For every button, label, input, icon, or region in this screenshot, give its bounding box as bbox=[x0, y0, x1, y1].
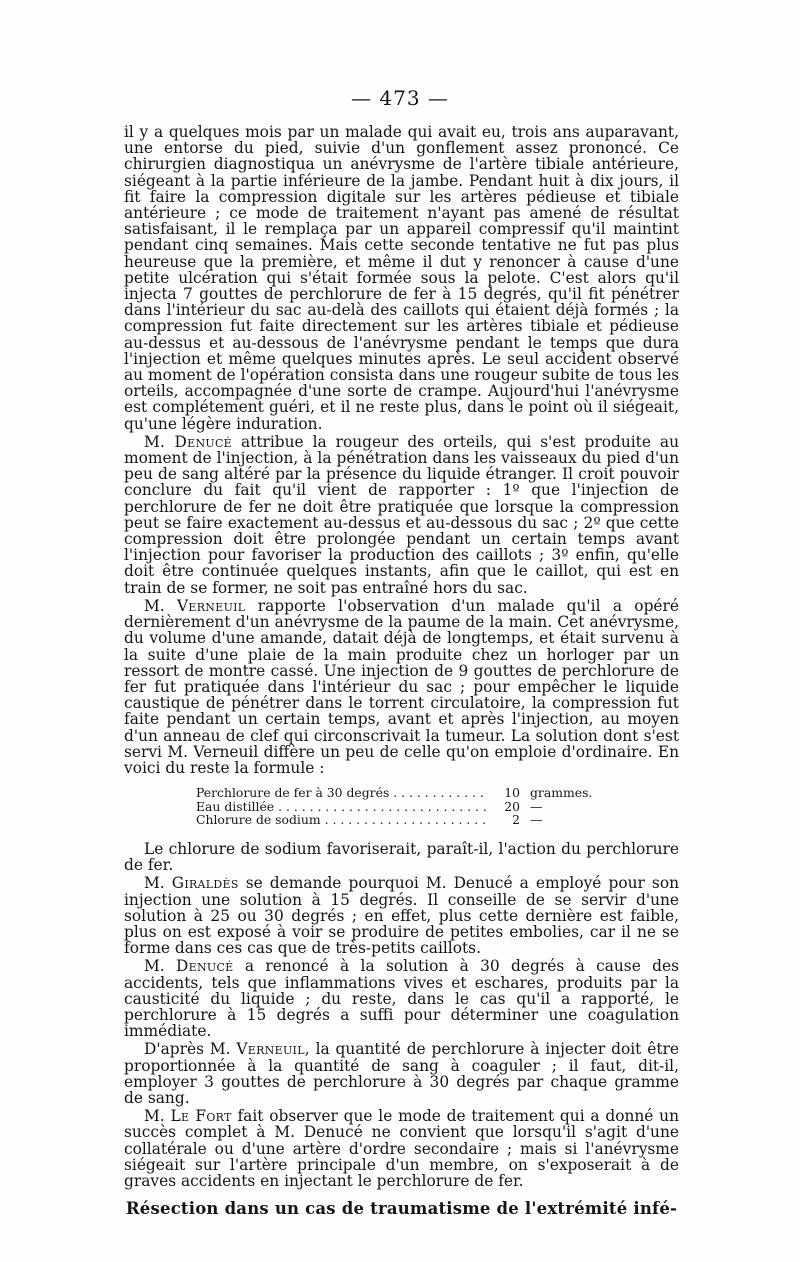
formula-unit: grammes. bbox=[530, 785, 593, 801]
speaker-name: Verneuil bbox=[236, 1040, 305, 1059]
paragraph-text: a renoncé à la solution à 30 degrés à cause des accidents, tels que inflammations vives et eschares, produits par la causticité du liquide ; du reste, dans le cas qu'il a rapporté, le perchlorure à 15 degrés a suffi pour déterminer une coagulation immédiate. bbox=[124, 957, 680, 1041]
speaker-name: Denucé bbox=[176, 957, 234, 976]
formula-ingredient: Perchlorure de fer à 30 degrés . . . bbox=[196, 786, 486, 800]
paragraph-sodium-chloride: Le chlorure de sodium favoriserait, paraît-il, l'action du perchlorure de fer. bbox=[124, 839, 679, 875]
paragraph-text: se demande pourquoi M. Denucé a employé pour son injection une solution à 15 degrés. Il conseille de se servir d'une solution à 25 ou 30 degrés ; en effet, plus cette dernière est faible, plus on est exposé à voir se produire de petites embolies, car il ne se forme dans ces cas que de très-petits caillots. bbox=[124, 874, 679, 958]
paragraph-text: fait observer que le mode de traitement qui a donné un succès complet à M. Denucé ne convient que lorsqu'il s'agit d'une collatérale ou d'une artère d'ordre secondaire ; mais si l'anévrysme siégeait sur l'artère principale d'un membre, on s'exposerait à de graves accidents en injectant le perchlorure de fer. bbox=[124, 1107, 679, 1190]
formula-quantity: 2 bbox=[512, 812, 520, 828]
formula-table bbox=[196, 786, 616, 827]
paragraph-verneuil-observation bbox=[124, 598, 679, 776]
speaker-prefix: M. bbox=[144, 596, 177, 615]
formula-row bbox=[196, 800, 616, 814]
paragraph-denuce-conclusion bbox=[124, 434, 679, 596]
paragraph-le-fort-remark bbox=[124, 1108, 679, 1189]
formula-ingredient: Eau distillée . . . bbox=[196, 800, 486, 814]
paragraph-text: attribue la rougeur des orteils, qui s'est produite au moment de l'injection, à la pénétration dans les vaisseaux du pied d'un peu de sang altéré par la présence du liquide étranger. Il croit pouvoir conclure du fait qu'il vient de rapporter : 1º que l'injection de perchlorure de fer ne doit être pratiquée que lorsque la compression peut se faire exactement au-dessus et au-dessous du sac ; 2º que cette compression doit être prolongée pendant un certain temps avant l'injection pour favoriser la production des caillots ; 3º enfin, qu'elle doit être continuée quelques instants, afin que le caillot, qui est en train de se former, ne soit pas entraîné hors du sac. bbox=[124, 432, 679, 597]
speaker-name: Le Fort bbox=[170, 1107, 232, 1126]
paragraph-text: rapporte l'observation d'un malade qu'il a opéré dernièrement d'un anévrysme de la paume de la main. Cet anévrysme, du volume d'une amande, datait déjà de longtemps, et était survenu à la suite d'une plaie de la main produite chez un horloger par un ressort de montre cassé. Une injection de 9 gouttes de perchlorure de fer fut pratiquée dans l'intérieur du sac ; pour empêcher le liquide caustique de pénétrer dans le torrent circulatoire, la compression fut faite pendant un certain temps, avant et après l'injection, au moyen d'un anneau de clef qui circonscrivait la tumeur. La solution dont s'est servi M. Verneuil diffère un peu de celle qu'on emploie d'ordinaire. En voici du reste la formule : bbox=[124, 596, 680, 777]
section-heading: Résection dans un cas de traumatisme de l'extrémité infé- bbox=[125, 1199, 678, 1219]
formula-quantity: 20 bbox=[504, 798, 520, 814]
formula-row bbox=[196, 786, 616, 800]
paragraph-verneuil-quantity bbox=[124, 1041, 679, 1106]
formula-quantity: 10 bbox=[504, 785, 520, 801]
paragraph-continued: il y a quelques mois par un malade qui avait eu, trois ans auparavant, une entorse du pied, suivie d'un gonflement assez prononcé. Ce chirurgien diagnostiqua un anévrysme de l'artère tibiale antérieure, siégeant à la partie inférieure de la jambe. Pendant huit à dix jours, il fit faire la compression digitale sur les artères pédieuse et tibiale antérieure ; ce mode de traitement n'ayant pas amené de résultat satisfaisant, il le remplaça par un appareil compressif qu'il maintint pendant cinq semaines. Mais cette seconde tentative ne fut pas plus heureuse que la première, et même il dut y renoncer à cause d'une petite ulcération qui s'était formée sous la pelote. C'est alors qu'il injecta 7 gouttes de perchlorure de fer à 15 degrés, qu'il fit pénétrer dans l'intérieur du sac au-delà des caillots qui étaient déjà formés ; la compression fut faite directement sur les artères tibiale et pédieuse au-dessus et au-dessous de l'anévrysme pendant le temps que dura l'injection et même quelques minutes après. Le seul accident observé au moment de l'opération consista dans une rougeur subite de tous les orteils, accompagnée d'une sorte de crampe. Aujourd'hui l'anévrysme est complétement guéri, et il ne reste plus, dans le point où il siégeait, qu'une légère induration. bbox=[124, 123, 679, 433]
speaker-name: Giraldès bbox=[171, 874, 239, 893]
paragraph-giraldes-question bbox=[124, 875, 679, 956]
page-number: — 473 — bbox=[351, 86, 449, 110]
formula-unit: — bbox=[530, 812, 543, 828]
speaker-prefix: D'après M. bbox=[144, 1040, 237, 1059]
formula-row bbox=[196, 813, 616, 827]
paragraph-text: , la quantité de perchlorure à injecter doit être proportionnée à la quantité de sang à coaguler ; il faut, dit-il, employer 3 gouttes de perchlorure à 30 degrés par chaque gramme de sang. bbox=[124, 1040, 679, 1107]
speaker-prefix: M. bbox=[144, 1107, 171, 1126]
speaker-prefix: M. bbox=[144, 957, 176, 976]
formula-ingredient: Chlorure de sodium . . . bbox=[196, 813, 486, 827]
speaker-name: M. Denucé bbox=[144, 432, 233, 451]
speaker-name: Verneuil bbox=[176, 596, 246, 615]
speaker-prefix: M. bbox=[144, 874, 172, 893]
paragraph-denuce-reply bbox=[124, 958, 679, 1039]
body-text bbox=[124, 124, 679, 1217]
formula-unit: — bbox=[530, 798, 543, 814]
